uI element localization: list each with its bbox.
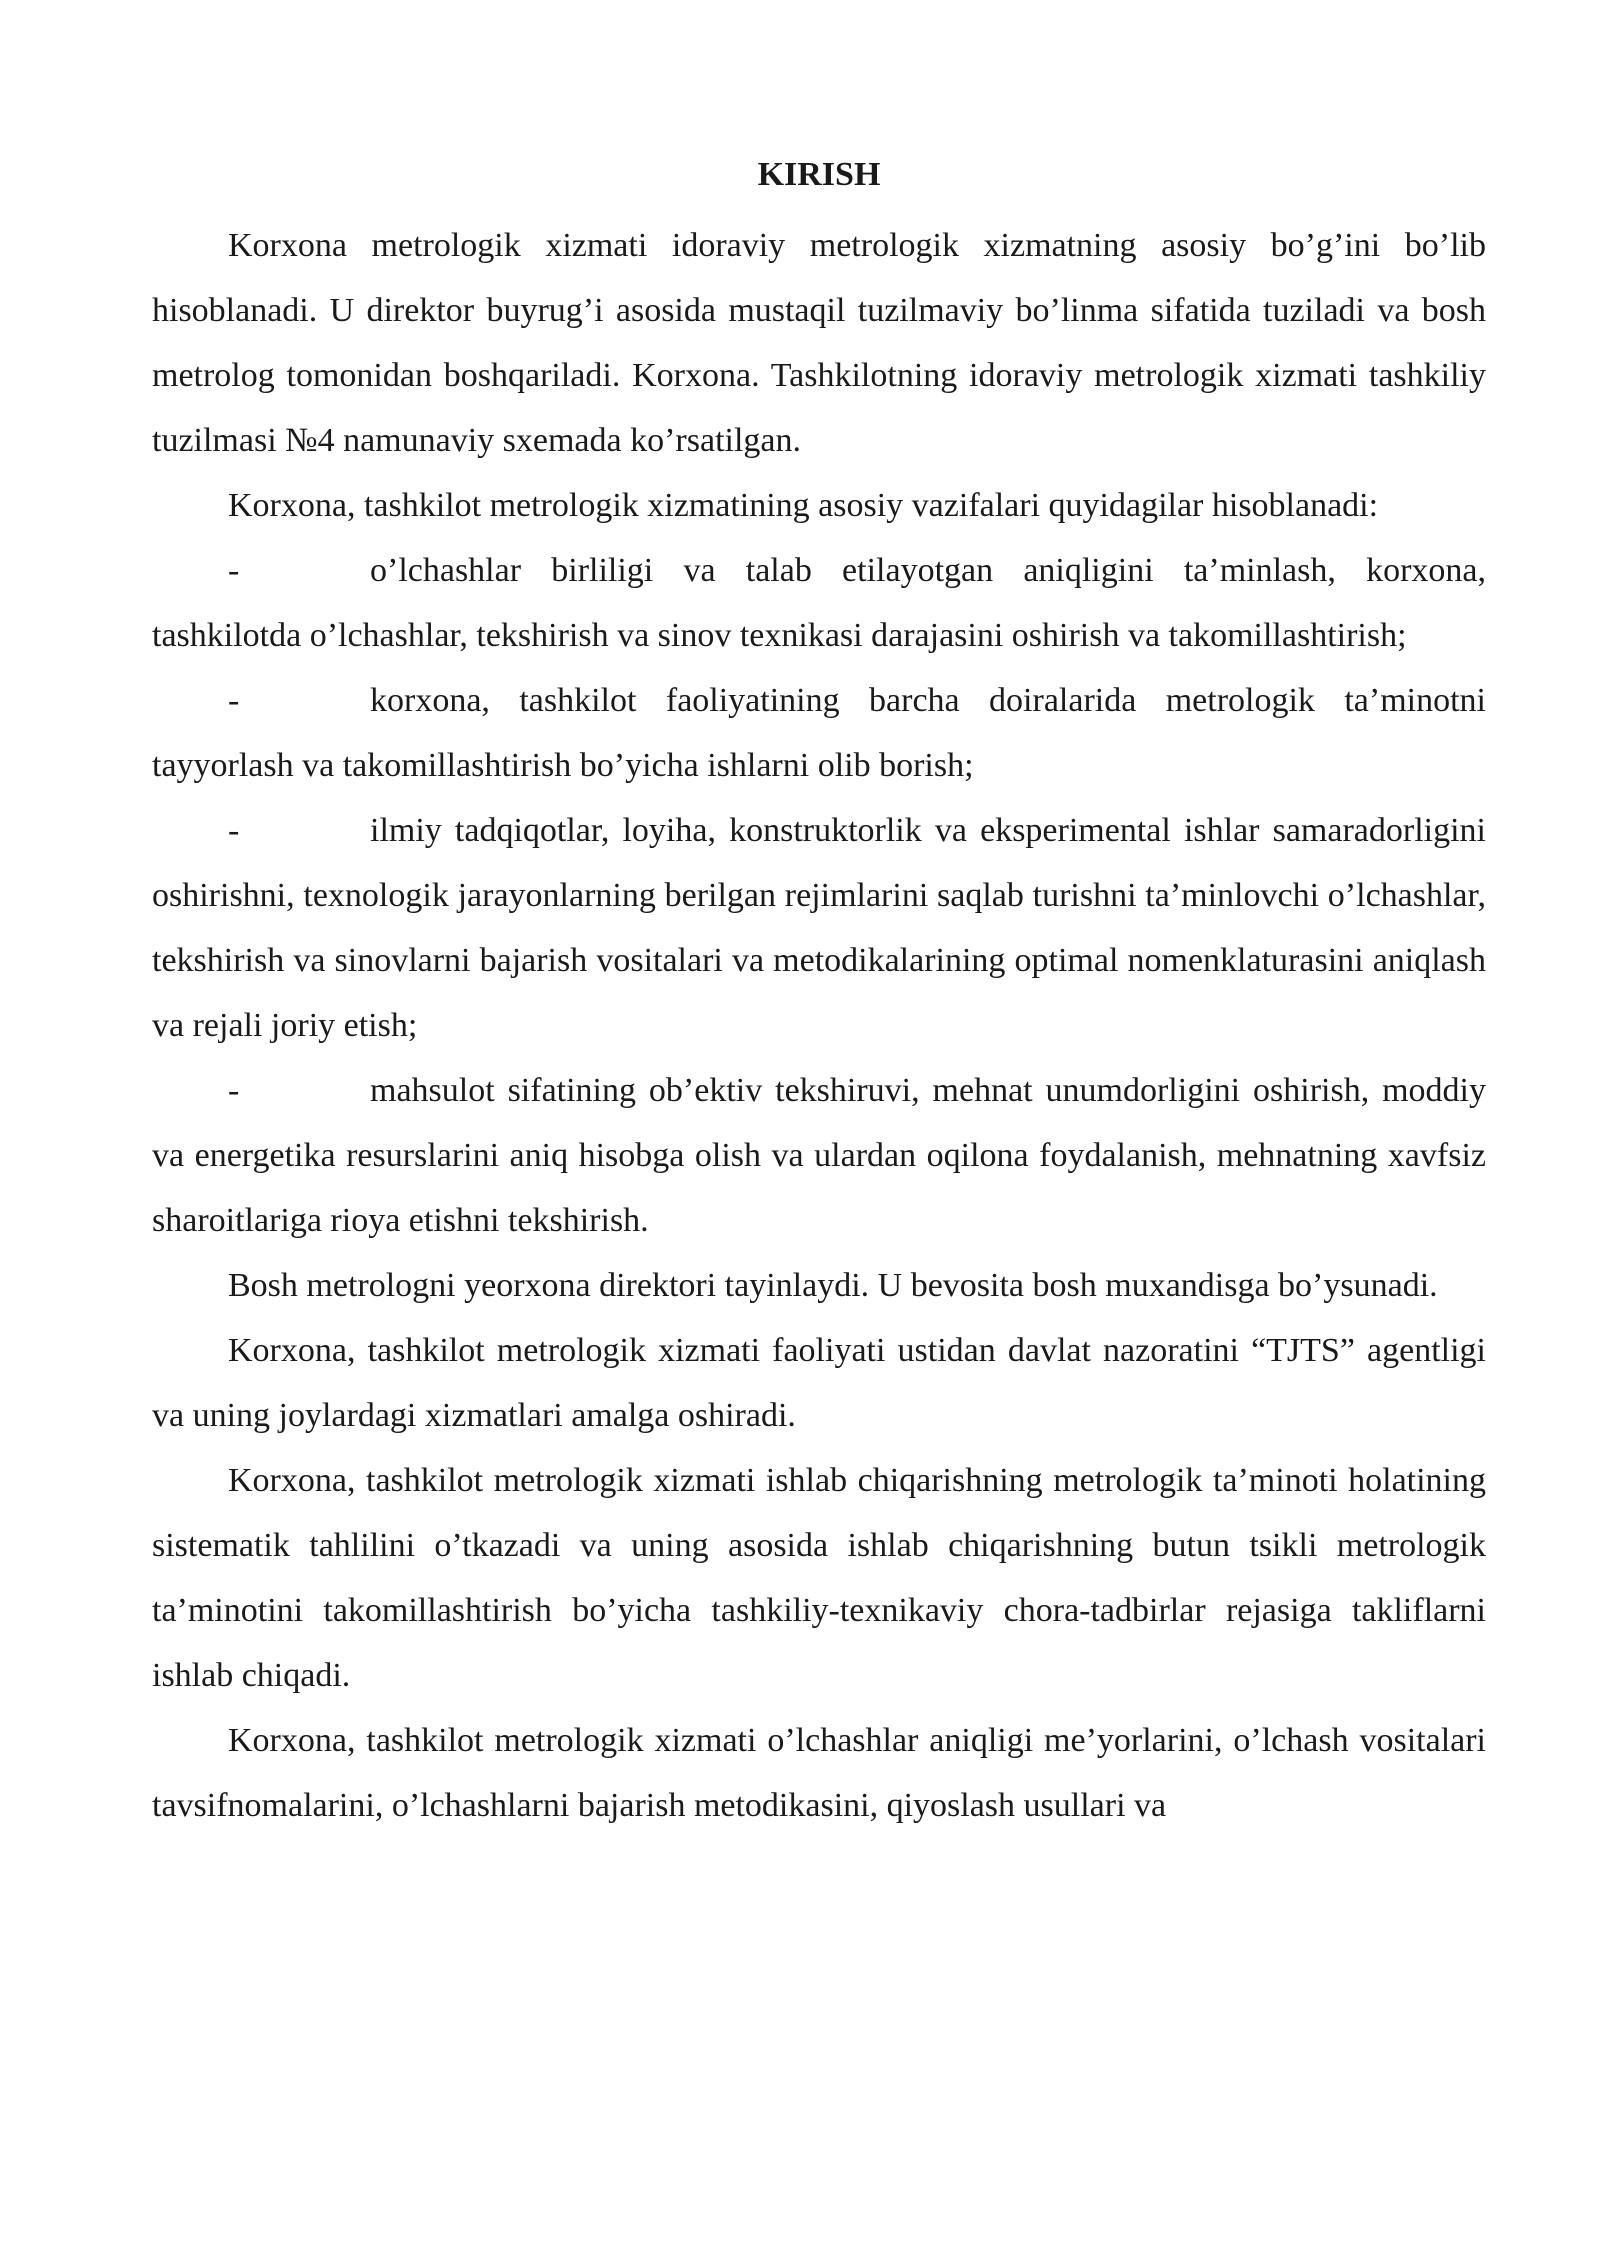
- paragraph-intro-2: Korxona, tashkilot metrologik xizmatining asosiy vazifalari quyidagilar hisoblanadi:: [228, 487, 1379, 524]
- paragraph-after-4: Korxona, tashkilot metrologik xizmati o’lchashlar aniqligi me’yorlarini, o’lchash vositalari tavsifnomalarini, o’lchashlarni bajarish metodikasini, qiyoslash usullari va: [152, 1722, 1486, 1824]
- bullet-dash: -: [228, 682, 240, 719]
- paragraph-after-2: Korxona, tashkilot metrologik xizmati faoliyati ustidan davlat nazoratini “TJTS” agentligi va uning joylardagi xizmatlari amalga oshiradi.: [152, 1332, 1486, 1434]
- bullet-item-3: [152, 798, 1486, 1058]
- bullet-dash: -: [228, 812, 240, 849]
- document-body: [152, 148, 1486, 1838]
- bullet-dash: -: [228, 552, 240, 589]
- bullet-text: o’lchashlar birliligi va talab etilayotgan aniqligini ta’minlash, korxona, tashkilotda o’lchashlar, tekshirish va sinov texnikasi darajasini oshirish va takomillashtirish;: [152, 552, 1486, 654]
- paragraph-intro-1: Korxona metrologik xizmati idoraviy metrologik xizmatning asosiy bo’g’ini bo’lib hisoblanadi. U direktor buyrug’i asosida mustaqil tuzilmaviy bo’linma sifatida tuziladi va bosh metrolog tomonidan boshqariladi. Korxona. Tashkilotning idoraviy metrologik xizmati tashkiliy tuzilmasi №4 namunaviy sxemada ko’rsatilgan.: [152, 227, 1486, 459]
- bullet-text: ilmiy tadqiqotlar, loyiha, konstruktorlik va eksperimental ishlar samaradorligini oshirishni, texnologik jarayonlarning berilgan rejimlarini saqlab turishni ta’minlovchi o’lchashlar, tekshirish va sinovlarni bajarish vositalari va metodikalarining optimal nomenklaturasini aniqlash va rejali joriy etish;: [152, 812, 1486, 1044]
- bullet-text: korxona, tashkilot faoliyatining barcha doiralarida metrologik ta’minotni tayyorlash va takomillashtirish bo’yicha ishlarni olib borish;: [152, 682, 1486, 784]
- bullet-item-2: [152, 668, 1486, 798]
- paragraph-after-1: Bosh metrologni yeorxona direktori tayinlaydi. U bevosita bosh muxandisga bo’ysunadi.: [228, 1267, 1438, 1304]
- bullet-text: mahsulot sifatining ob’ektiv tekshiruvi, mehnat unumdorligini oshirish, moddiy va energetika resurslarini aniq hisobga olish va ulardan oqilona foydalanish, mehnatning xavfsiz sharoitlariga rioya etishni tekshirish.: [152, 1072, 1486, 1239]
- bullet-item-4: [152, 1058, 1486, 1253]
- document-title: KIRISH: [757, 156, 881, 193]
- bullet-item-1: [152, 538, 1486, 668]
- bullet-dash: -: [228, 1072, 240, 1109]
- paragraph-after-3: Korxona, tashkilot metrologik xizmati ishlab chiqarishning metrologik ta’minoti holatining sistematik tahlilini o’tkazadi va uning asosida ishlab chiqarishning butun tsikli metrologik ta’minotini takomillashtirish bo’yicha tashkiliy-texnikaviy chora-tadbirlar rejasiga takliflarni ishlab chiqadi.: [152, 1462, 1486, 1694]
